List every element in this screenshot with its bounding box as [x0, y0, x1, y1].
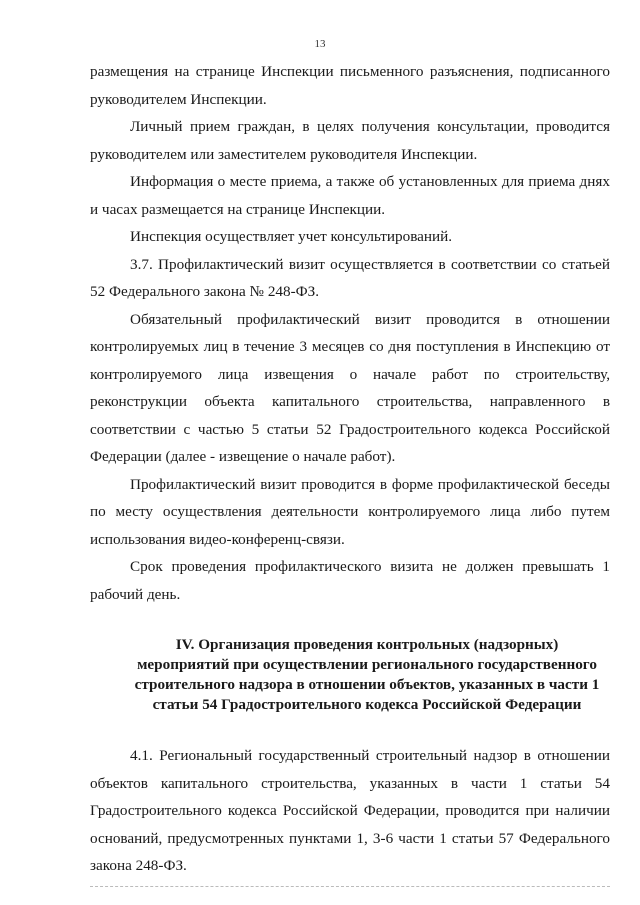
- scan-bottom-edge: [90, 886, 610, 887]
- section-heading-line: IV. Организация проведения контрольных (надзорных): [175, 636, 559, 653]
- paragraph: Срок проведения профилактического визита не должен превышать 1 рабочий день.: [90, 558, 610, 603]
- paragraph: размещения на странице Инспекции письменного разъяснения, подписанного руководителем Инспекции.: [90, 63, 610, 108]
- page-number: 13: [314, 38, 326, 50]
- document-body: [90, 58, 610, 880]
- section-heading-line: статьи 54 Градостроительного кодекса Российской Федерации: [152, 696, 582, 713]
- paragraph: Обязательный профилактический визит проводится в отношении контролируемых лиц в течение 3 месяцев со дня поступления в Инспекцию от контролируемого лица извещения о начале работ по строительству, реконструкции объекта капитального строительства, направленного в соответствии с частью 5 статьи 52 Градостроительного кодекса Российской Федерации (далее - извещение о начале работ).: [90, 310, 610, 465]
- section-heading-line: мероприятий при осуществлении регионального государственного: [137, 656, 597, 673]
- section-heading: [90, 635, 610, 715]
- paragraph: 4.1. Региональный государственный строительный надзор в отношении объектов капитального строительства, указанных в части 1 статьи 54 Градостроительного кодекса Российской Федерации, проводится при наличии оснований, предусмотренных пунктами 1, 3-6 части 1 статьи 57 Федерального закона 248-ФЗ.: [90, 747, 610, 874]
- paragraph: Профилактический визит проводится в форме профилактической беседы по месту осуществления деятельности контролируемого лица либо путем использования видео-конференц-связи.: [90, 475, 610, 548]
- section-heading-line: строительного надзора в отношении объектов, указанных в части 1: [134, 676, 600, 693]
- paragraph: 3.7. Профилактический визит осуществляется в соответствии со статьей 52 Федерального закона № 248-ФЗ.: [90, 255, 610, 300]
- paragraph: Информация о месте приема, а также об установленных для приема днях и часах размещается на странице Инспекции.: [90, 173, 610, 218]
- paragraph: Инспекция осуществляет учет консультирований.: [130, 228, 453, 245]
- paragraph: Личный прием граждан, в целях получения консультации, проводится руководителем или заместителем руководителя Инспекции.: [90, 118, 610, 163]
